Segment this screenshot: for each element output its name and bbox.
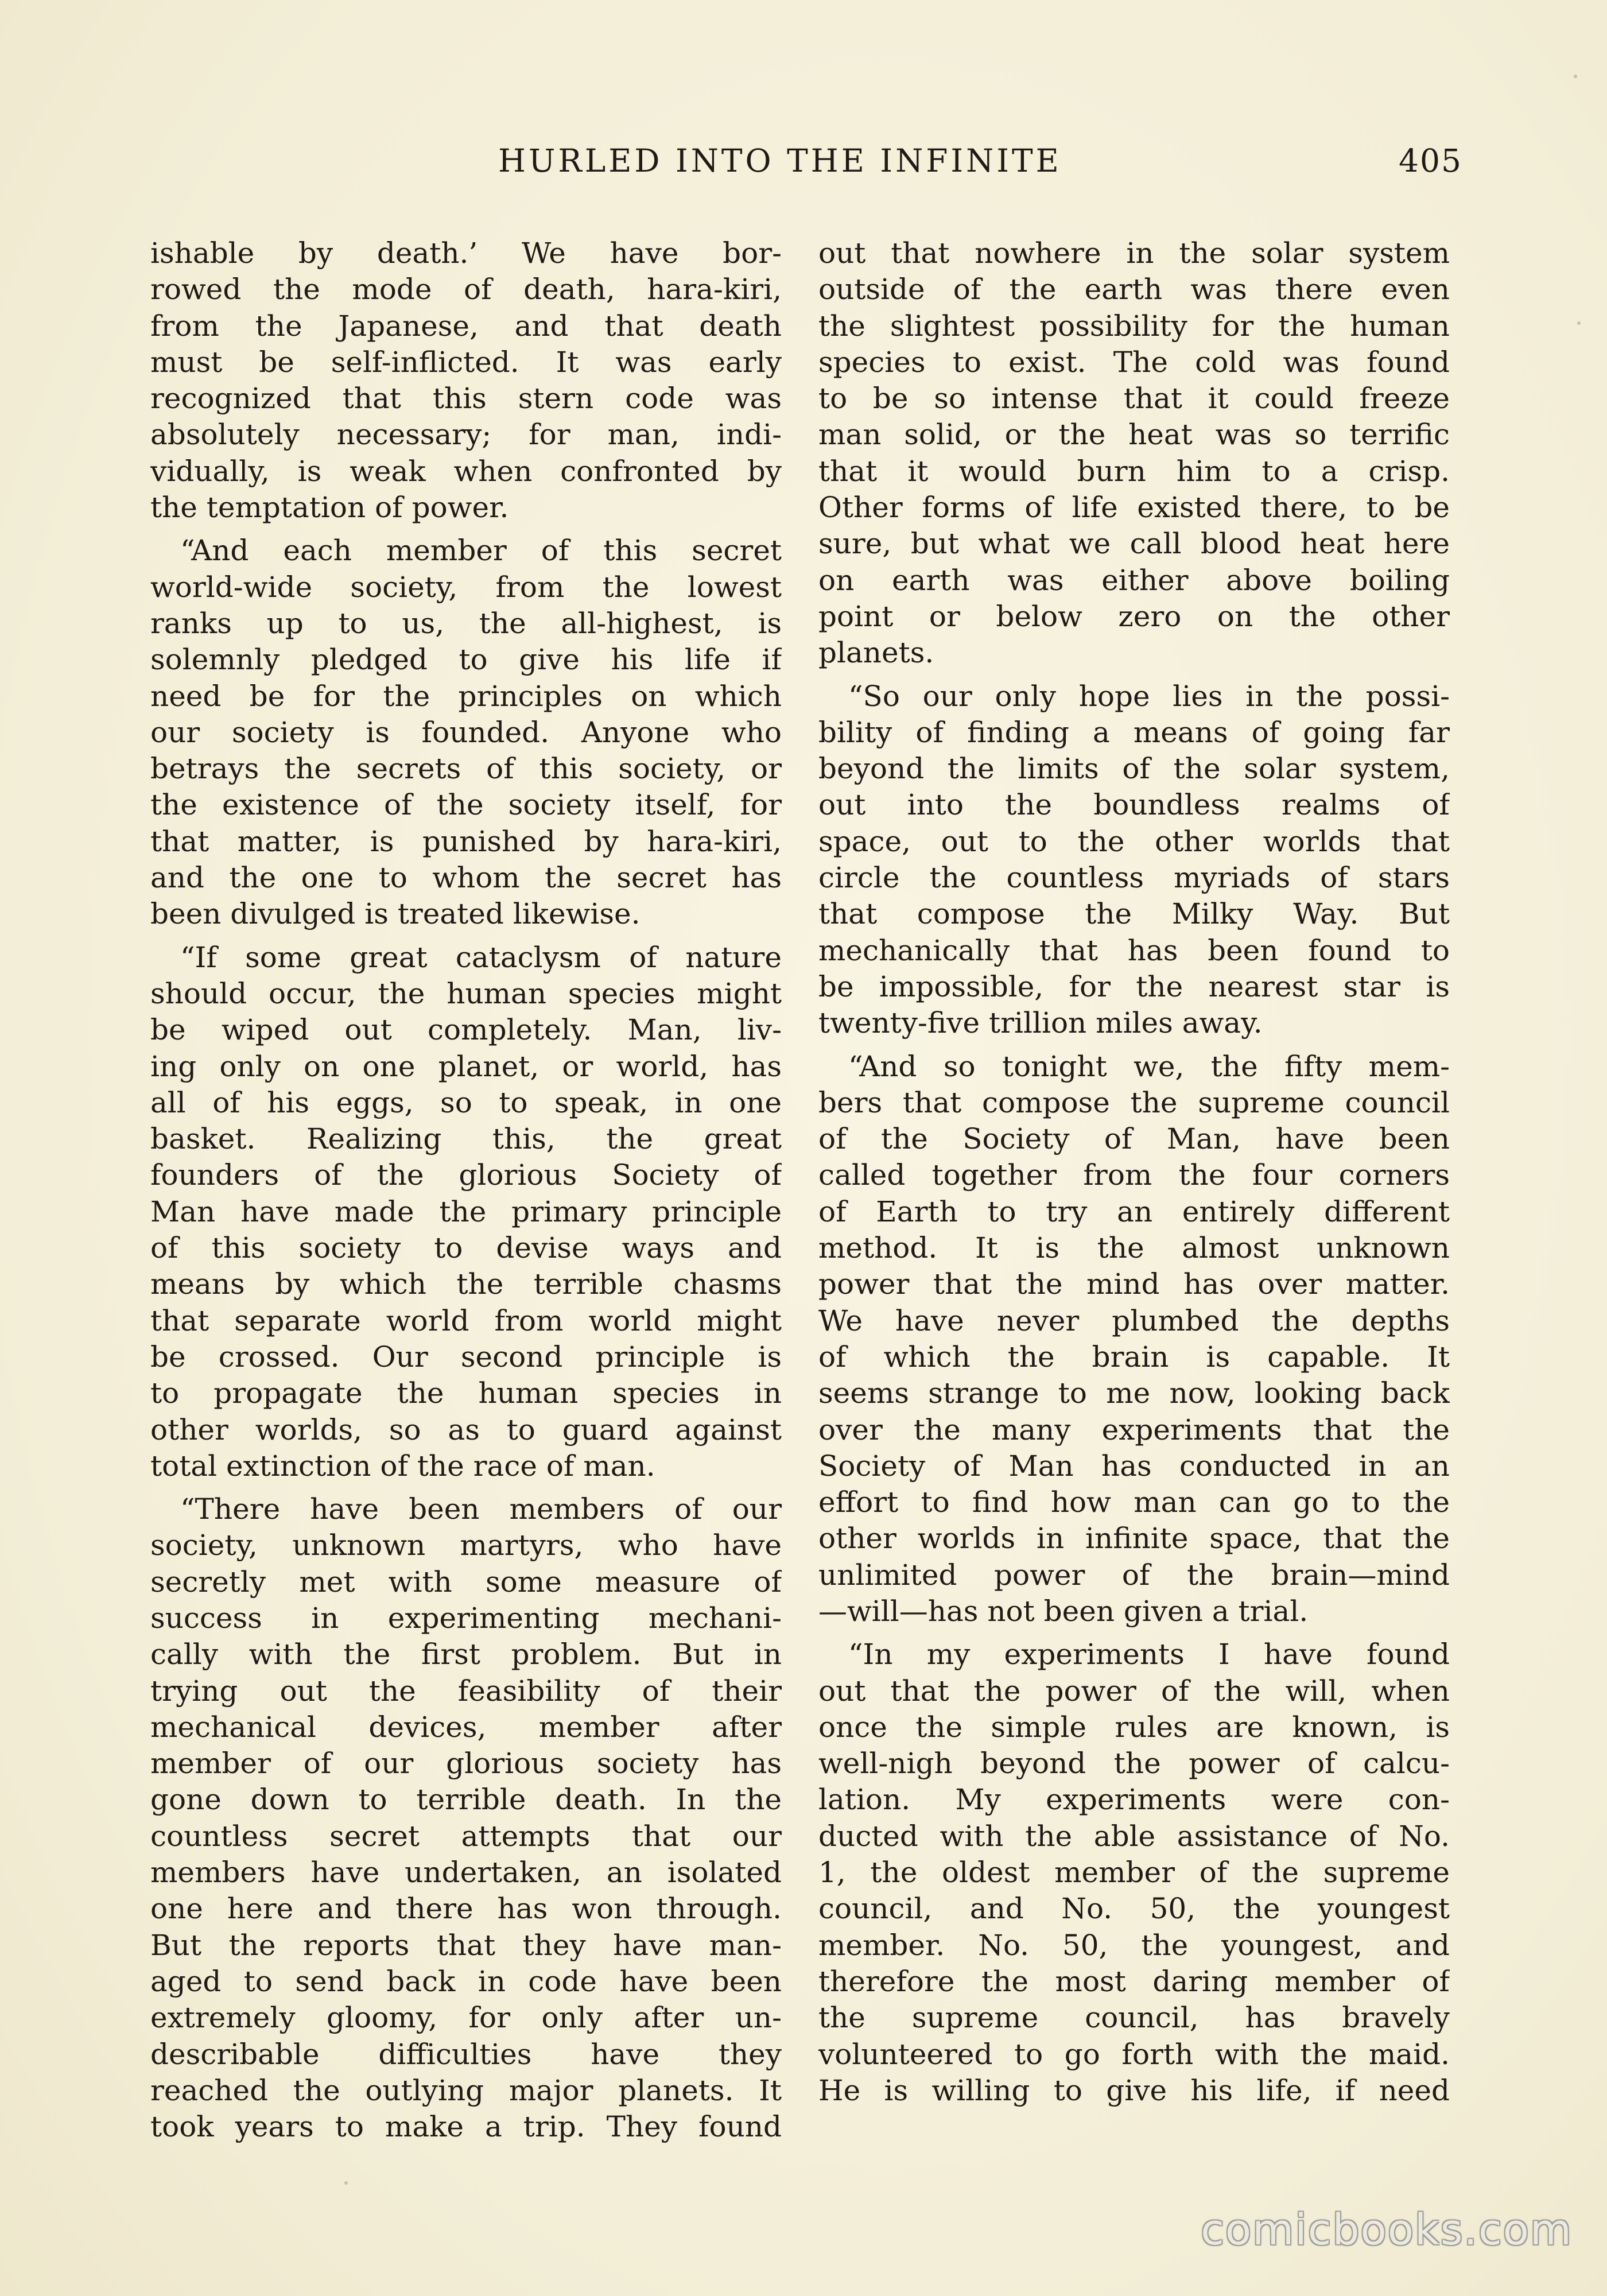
text-line: council, and No. 50, the youngest bbox=[818, 1892, 1450, 1926]
text-line: basket. Realizing this, the great bbox=[150, 1122, 782, 1156]
text-line: unlimited power of the brain—mind bbox=[818, 1558, 1450, 1592]
text-line: members have undertaken, an isolated bbox=[150, 1856, 782, 1890]
text-line: that separate world from world might bbox=[150, 1304, 782, 1337]
text-line: world-wide society, from the lowest bbox=[150, 570, 782, 604]
text-line: species to exist. The cold was found bbox=[818, 345, 1450, 379]
text-line: recognized that this stern code was bbox=[150, 382, 782, 416]
text-line: from the Japanese, and that death bbox=[150, 309, 782, 343]
text-line: lation. My experiments were con- bbox=[818, 1783, 1450, 1817]
text-line: on earth was either above boiling bbox=[818, 563, 1450, 597]
running-head bbox=[498, 142, 1462, 188]
text-line: man solid, or the heat was so terrific bbox=[818, 418, 1450, 452]
text-line: trying out the feasibility of their bbox=[150, 1674, 782, 1708]
text-line: our society is founded. Anyone who bbox=[150, 715, 782, 749]
paper-speck bbox=[344, 2181, 348, 2185]
text-line: ing only on one planet, or world, has bbox=[150, 1049, 782, 1083]
text-line: of the Society of Man, have been bbox=[818, 1122, 1450, 1156]
text-line: out that the power of the will, when bbox=[818, 1674, 1450, 1708]
text-line: that matter, is punished by hara-kiri, bbox=[150, 824, 782, 858]
text-line: extremely gloomy, for only after un- bbox=[150, 2001, 782, 2035]
right-text-column bbox=[818, 235, 1450, 2109]
text-line: ishable by death.’ We have bor- bbox=[150, 236, 782, 270]
text-line: the slightest possibility for the human bbox=[818, 309, 1450, 343]
text-line: should occur, the human species might bbox=[150, 976, 782, 1010]
text-line: mechanical devices, member after bbox=[150, 1710, 782, 1744]
text-line: method. It is the almost unknown bbox=[818, 1231, 1450, 1265]
text-line: “So our only hope lies in the possi- bbox=[848, 679, 1450, 713]
text-line: effort to find how man can go to the bbox=[818, 1486, 1450, 1519]
text-line: rowed the mode of death, hara-kiri, bbox=[150, 273, 782, 307]
text-line: —will—has not been given a trial. bbox=[818, 1594, 1309, 1628]
text-line: space, out to the other worlds that bbox=[818, 824, 1450, 858]
text-line: need be for the principles on which bbox=[150, 679, 782, 713]
text-line: be wiped out completely. Man, liv- bbox=[150, 1013, 782, 1047]
text-line: volunteered to go forth with the maid. bbox=[818, 2037, 1450, 2071]
running-title: HURLED INTO THE INFINITE bbox=[498, 142, 1062, 179]
text-line: beyond the limits of the solar system, bbox=[818, 752, 1450, 786]
text-line: called together from the four corners bbox=[818, 1158, 1450, 1192]
text-line: cally with the first problem. But in bbox=[150, 1638, 782, 1671]
text-line: member. No. 50, the youngest, and bbox=[818, 1928, 1450, 1962]
text-line: of Earth to try an entirely different bbox=[818, 1194, 1450, 1228]
text-line: Man have made the primary principle bbox=[150, 1194, 782, 1228]
text-line: must be self-inflicted. It was early bbox=[150, 345, 782, 379]
text-line: “And each member of this secret bbox=[180, 534, 782, 568]
text-line: planets. bbox=[818, 636, 934, 670]
text-line: means by which the terrible chasms bbox=[150, 1267, 782, 1301]
text-line: well-nigh beyond the power of calcu- bbox=[818, 1747, 1450, 1781]
text-line: reached the outlying major planets. It bbox=[150, 2073, 782, 2107]
text-line: be crossed. Our second principle is bbox=[150, 1340, 782, 1374]
text-line: society, unknown martyrs, who have bbox=[150, 1529, 782, 1562]
text-line: sure, but what we call blood heat here bbox=[818, 527, 1450, 561]
text-line: bers that compose the supreme council bbox=[818, 1085, 1450, 1119]
text-line: therefore the most daring member of bbox=[818, 1964, 1450, 1998]
text-line: circle the countless myriads of stars bbox=[818, 861, 1450, 895]
text-line: solemnly pledged to give his life if bbox=[150, 643, 782, 677]
left-text-column bbox=[150, 235, 782, 2145]
paper-speck bbox=[1574, 75, 1577, 78]
text-line: twenty-five trillion miles away. bbox=[818, 1006, 1263, 1040]
text-line: founders of the glorious Society of bbox=[150, 1158, 782, 1192]
text-line: “If some great cataclysm of nature bbox=[180, 940, 782, 974]
text-line: secretly met with some measure of bbox=[150, 1565, 782, 1599]
text-line: power that the mind has over matter. bbox=[818, 1267, 1450, 1301]
text-line: of this society to devise ways and bbox=[150, 1231, 782, 1265]
text-line: He is willing to give his life, if need bbox=[818, 2073, 1450, 2107]
text-line: took years to make a trip. They found bbox=[150, 2110, 782, 2144]
text-line: other worlds in infinite space, that the bbox=[818, 1522, 1450, 1556]
text-line: mechanically that has been found to bbox=[818, 933, 1450, 967]
text-line: once the simple rules are known, is bbox=[818, 1710, 1450, 1744]
text-line: Society of Man has conducted in an bbox=[818, 1449, 1450, 1483]
text-line: the existence of the society itself, for bbox=[150, 788, 782, 822]
text-line: to propagate the human species in bbox=[150, 1376, 782, 1410]
text-line: other worlds, so as to guard against bbox=[150, 1413, 782, 1446]
paper-speck bbox=[1577, 321, 1581, 325]
text-line: Other forms of life existed there, to be bbox=[818, 491, 1450, 525]
text-line: “There have been members of our bbox=[180, 1492, 782, 1526]
text-line: We have never plumbed the depths bbox=[818, 1304, 1450, 1337]
text-line: betrays the secrets of this society, or bbox=[150, 752, 782, 786]
text-line: out into the boundless realms of bbox=[818, 788, 1450, 822]
text-line: out that nowhere in the solar system bbox=[818, 236, 1450, 270]
text-line: success in experimenting mechani- bbox=[150, 1601, 782, 1635]
text-line: seems strange to me now, looking back bbox=[818, 1376, 1450, 1410]
page-number: 405 bbox=[1399, 142, 1462, 179]
text-line: “And so tonight we, the fifty mem- bbox=[848, 1049, 1450, 1083]
text-line: ranks up to us, the all-highest, is bbox=[150, 606, 782, 640]
text-line: member of our glorious society has bbox=[150, 1747, 782, 1781]
text-line: all of his eggs, so to speak, in one bbox=[150, 1085, 782, 1119]
text-line: the supreme council, has bravely bbox=[818, 2001, 1450, 2035]
text-line: outside of the earth was there even bbox=[818, 273, 1450, 307]
text-line: describable difficulties have they bbox=[150, 2037, 782, 2071]
text-line: 1, the oldest member of the supreme bbox=[818, 1856, 1450, 1890]
text-line: been divulged is treated likewise. bbox=[150, 897, 641, 931]
text-line: “In my experiments I have found bbox=[848, 1638, 1450, 1671]
text-line: bility of finding a means of going far bbox=[818, 715, 1450, 749]
text-line: that compose the Milky Way. But bbox=[818, 897, 1450, 931]
text-line: gone down to terrible death. In the bbox=[150, 1783, 782, 1817]
text-line: be impossible, for the nearest star is bbox=[818, 969, 1450, 1003]
text-line: vidually, is weak when confronted by bbox=[150, 454, 782, 488]
text-line: over the many experiments that the bbox=[818, 1413, 1450, 1446]
text-line: countless secret attempts that our bbox=[150, 1819, 782, 1853]
text-line: to be so intense that it could freeze bbox=[818, 382, 1450, 416]
text-line: and the one to whom the secret has bbox=[150, 861, 782, 895]
text-line: total extinction of the race of man. bbox=[150, 1449, 655, 1483]
text-line: of which the brain is capable. It bbox=[818, 1340, 1450, 1374]
text-line: absolutely necessary; for man, indi- bbox=[150, 418, 782, 452]
watermark-logo: comicbooks.com bbox=[1201, 2205, 1573, 2255]
text-line: that it would burn him to a crisp. bbox=[818, 454, 1450, 488]
text-line: the temptation of power. bbox=[150, 491, 509, 525]
text-line: one here and there has won through. bbox=[150, 1892, 782, 1926]
text-line: ducted with the able assistance of No. bbox=[818, 1819, 1450, 1853]
text-line: point or below zero on the other bbox=[818, 599, 1450, 633]
text-line: aged to send back in code have been bbox=[150, 1964, 782, 1998]
text-line: But the reports that they have man- bbox=[150, 1928, 782, 1962]
